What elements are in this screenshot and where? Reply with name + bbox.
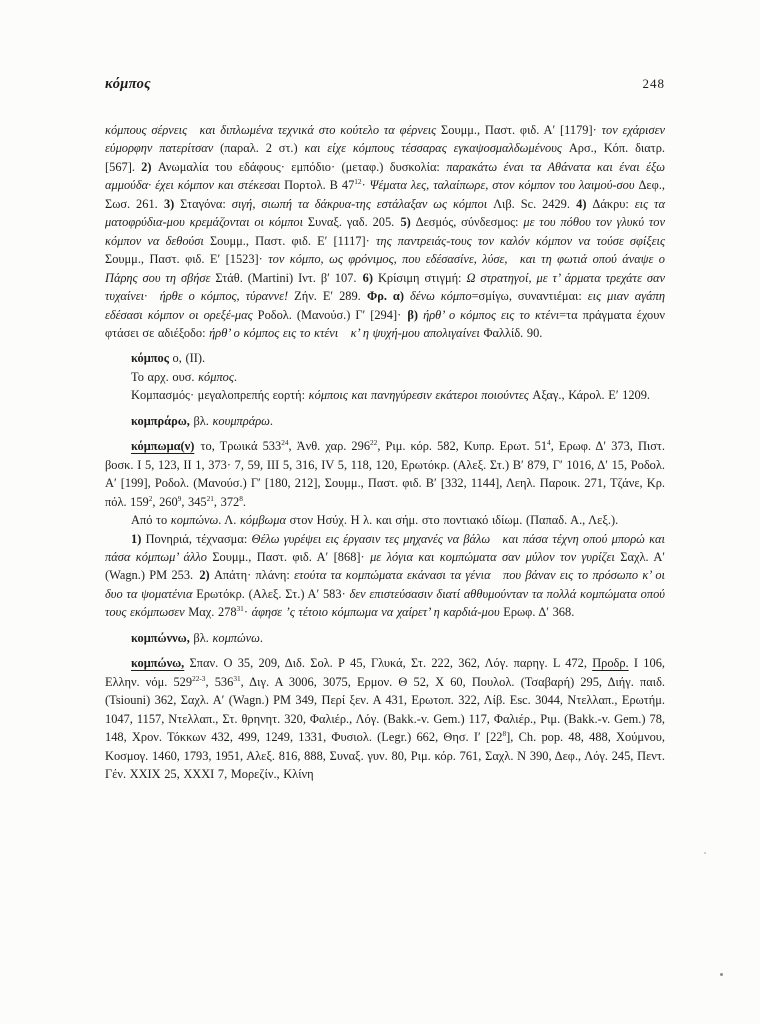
- text-segment: 4: [547, 438, 551, 448]
- text-segment: , 260: [152, 494, 178, 509]
- text-segment: κόμπος: [198, 369, 234, 384]
- paragraph-kompos-i-continuation: [105, 121, 665, 342]
- text-segment: δένω κόμπο: [409, 289, 472, 304]
- text-segment: 2): [141, 159, 158, 174]
- text-segment: τον κόμπο, ως φρόνιμος, που εδέσασίνε, λύσε, και τη φωτιά οπού άναψε ο Πάρης σου τη σβήσε: [105, 252, 665, 285]
- text-segment: 2): [199, 568, 214, 583]
- text-segment: , Ριμ. κόρ. 582, Κυπρ. Ερωτ. 51: [377, 439, 548, 454]
- text-segment: Δάκρυ:: [592, 196, 635, 211]
- text-segment: Ροδολ. (Μανούσ.) Γ′ [294]·: [257, 307, 408, 322]
- text-segment: άφησε ’ς τέτοιο κόμπωμα να χαίρετ’ η καρδιά-μου: [251, 605, 504, 620]
- scan-speck: [704, 852, 706, 854]
- text-segment: και είχε κόμπους τέσσαρας εγκαψοσμαλδωμένους: [304, 141, 569, 156]
- text-segment: κομπώννω,: [131, 630, 190, 645]
- text-segment: τον εχάρισεν εύμορφην πατερίτσαν: [105, 123, 665, 156]
- text-segment: κομπώνω,: [131, 656, 185, 671]
- text-segment: Ερωτόκρ. (Αλεξ. Στ.) Α′ 583·: [196, 586, 350, 601]
- text-segment: εις τα ματοφρύδια-μου κρεμάζονται οι κόμποι: [105, 196, 665, 230]
- text-segment: Πορτολ. Β 47: [284, 178, 355, 193]
- text-segment: Σουμμ., Παστ. φιδ. Ε′ [1117]·: [209, 233, 376, 248]
- text-segment: =τα πράγματα έχουν φτάσει σε αδιέξοδο:: [105, 307, 665, 340]
- text-segment: .: [269, 413, 273, 428]
- text-segment: I 106, Ελλην. νόμ. 529: [105, 656, 665, 689]
- text-segment: Σαχλ. Α′ (Wagn.) PM 253.: [105, 549, 665, 583]
- text-segment: Από το: [131, 513, 171, 528]
- text-segment: 24: [281, 438, 289, 448]
- text-segment: Στάθ. (Martini) Ιντ. β′ 107.: [215, 270, 363, 285]
- text-segment: Συναξ. γαδ. 205.: [307, 215, 401, 230]
- text-segment: =σμίγω, συναντιέμαι:: [471, 289, 588, 304]
- text-segment: σιγή, σιωπή τα δάκρυα-της εστάλαξαν ως κόμποι: [231, 196, 494, 211]
- running-title: κόμπος: [105, 76, 151, 92]
- paragraph-kompono-headword-refs: [105, 654, 665, 783]
- text-segment: κόμβωμα: [239, 513, 286, 528]
- text-segment: Πονηριά, τέχνασμα:: [145, 531, 252, 546]
- text-segment: . Λ.: [218, 513, 240, 528]
- text-segment: .: [259, 630, 264, 645]
- text-segment: Σουμμ., Παστ. φιδ. Ε′ [1523]·: [105, 252, 269, 267]
- text-segment: 31: [233, 673, 241, 683]
- text-segment: της παντρειάς-τους τον καλόν κόμπον να τούσε σφίξεις: [375, 233, 666, 248]
- text-segment: 9: [177, 493, 182, 503]
- text-segment: β): [407, 307, 424, 322]
- text-segment: 22: [370, 438, 378, 448]
- text-segment: 12: [354, 177, 362, 187]
- text-segment: κόμπωμα(ν): [131, 439, 195, 454]
- text-segment: ετούτα τα κομπώματα εκάνασι τα γένια που βάναν εις το πρόσωπο κ’ οι δυο τα ψοματένια: [105, 568, 665, 601]
- text-segment: στον Ησύχ. Η λ. και σήμ. στο ποντιακό ιδίωμ. (Παπαδ. Α., Λεξ.).: [285, 513, 619, 528]
- text-segment: Θέλω γυρέψει εις έργασιν τες μηχανές να βάλω και πάσα τέχνη οπού μπορώ και πάσα κόμπωμ’ άλλο: [105, 531, 665, 564]
- text-segment: .: [233, 369, 237, 384]
- text-segment: , 372: [213, 494, 240, 509]
- text-segment: Αρσ., Κόπ. διατρ. [567].: [105, 141, 665, 174]
- text-segment: 21: [206, 493, 214, 503]
- text-segment: κόμποις και πανηγύρεσιν εκάτεροι ποιούντες: [308, 388, 533, 403]
- text-segment: βλ.: [189, 630, 213, 645]
- paragraph-kompos-ii-sense: [105, 386, 665, 404]
- text-segment: 4): [576, 196, 593, 211]
- text-segment: δεν επιστεύσασιν διατί αθθυμούνταν τα πολλά κομπώματα οπού τους εκόμπωσεν: [105, 586, 665, 620]
- text-segment: 3): [163, 196, 181, 211]
- text-segment: Δεφ., Σωσ. 261.: [105, 178, 665, 211]
- text-segment: 2: [148, 493, 153, 503]
- text-segment: Λιβ. Sc. 2429.: [493, 196, 577, 211]
- paragraph-kompos-ii-etymology: [105, 368, 665, 386]
- text-segment: Δεσμός, σύνδεσμος:: [415, 215, 524, 230]
- text-segment: Φρ. α): [366, 289, 410, 304]
- text-segment: κόμπος: [131, 351, 169, 366]
- text-segment: με λόγια και κομπώματα σαν μύλον τον γυρίζει: [370, 549, 621, 564]
- text-segment: , 536: [205, 674, 234, 689]
- text-segment: κομπράρω,: [131, 413, 190, 428]
- text-segment: ήρθ’ ο κόμπος εις το κτένι κ’ η ψυχή-μου απολιγαίνει: [209, 325, 484, 340]
- text-segment: 1): [131, 531, 146, 546]
- text-segment: κομπώνω: [212, 630, 260, 645]
- text-segment: Ω στρατηγοί, με τ’ άρματα τρεχάτε σαν τυχαίνει· ήρθε ο κόμπος, τύραννε!: [105, 270, 666, 304]
- text-segment: βλ.: [189, 413, 213, 428]
- text-segment: Σουμμ., Παστ. φιδ. Α′ [1179]·: [441, 123, 602, 137]
- paragraph-kompoma-etymology: [105, 511, 665, 529]
- paragraph-kompoma-senses: [105, 530, 665, 622]
- text-segment: 8: [239, 493, 243, 503]
- text-segment: ο, (II).: [168, 351, 206, 366]
- text-segment: Ανωμαλία του εδάφους· εμπόδιο· (μεταφ.) δυσκολία:: [157, 159, 447, 174]
- text-segment: το, Τρωικά 533: [194, 439, 282, 454]
- text-segment: Μαχ. 278: [188, 605, 237, 620]
- page-number: 248: [642, 76, 665, 91]
- text-segment: 6): [362, 270, 378, 285]
- text-segment: Απάτη· πλάνη:: [213, 568, 295, 583]
- paragraph-komponno-crossref: [105, 629, 665, 647]
- text-segment: με του πόθου τον γλυκύ τον κόμπον να δεθούσι: [105, 215, 665, 248]
- text-segment: Αξαγ., Κάρολ. Ε′ 1209.: [532, 388, 651, 403]
- text-segment: 5): [400, 215, 416, 230]
- text-segment: Κομπασμός· μεγαλοπρεπής εορτή:: [131, 388, 309, 403]
- text-segment: Κρίσιμη στιγμή:: [377, 270, 467, 285]
- text-segment: (παραλ. 2 στ.): [220, 141, 305, 156]
- text-segment: , Διγ. Α 3006, 3075, Ερμον. Θ 52, Χ 60, Πουλολ. (Τσαβαρή) 295, Διήγ. παιδ. (Tsiouni) 362, Σαχλ. Α′ (Wagn.) PM 349, Περί ξεν. Α 431, Ερωτοπ. 322, Λίβ. Esc. 3044, Ντελλαπ., Ερωτήμ. 1047, 1157, Ντελλαπ., Στ. θρηνητ. 320, Φαλιέρ., Λόγ. (Bakk.-v. Gem.) 117, Φαλιέρ., Ριμ. (Bakk.-v. Gem.) 78, 148, Χρον. Τόκκων 432, 499, 1249, 1331, Φυσιολ. (Legr.) 662, Θησ. Ι′ [22: [105, 674, 666, 745]
- text-segment: .: [242, 494, 246, 509]
- text-segment: 22-3: [192, 673, 206, 683]
- text-segment: 31: [236, 604, 244, 614]
- text-segment: Φαλλίδ. 90.: [483, 325, 543, 340]
- text-segment: , 345: [181, 494, 207, 509]
- text-segment: , Ερωφ. Δ′ 373, Πιστ. βοσκ. I 5, 123, II 1, 373· 7, 59, III 5, 316, IV 5, 118, 120, Ερωτόκρ. (Αλεξ. Στ.) Β′ 879, Γ′ 1016, Δ′ 15, Ροδολ. Α′ [199], Ροδολ. (Μανούσ.) Γ′ [180, 212], Σουμμ., Παστ. φιδ. Β′ [332, 1144], Λεηλ. Παροικ. 271, Τζάνε, Κρ. πόλ. 159: [105, 439, 665, 509]
- paragraph-kompos-ii-headword: [105, 349, 665, 367]
- text-segment: ], Ch. pop. 48, 488, Χούμνου, Κοσμογ. 1460, 1793, 1951, Αλεξ. 816, 888, Συναξ. γυν. 80, Ριμ. κόρ. 761, Σαχλ. Ν 390, Δεφ., Λόγ. 245, Πεντ. Γέν. XXIX 25, XXXI 7, Μορεζίν., Κλίνη: [105, 730, 666, 781]
- dictionary-text-column: [105, 121, 665, 783]
- text-segment: , Ἀνθ. χαρ. 296: [288, 439, 371, 454]
- paragraph-kompoma-headword-refs: [105, 437, 665, 511]
- text-segment: Προδρ.: [592, 656, 629, 671]
- paragraph-kompraro-crossref: [105, 412, 665, 430]
- text-segment: κομπώνω: [170, 513, 219, 528]
- text-segment: εις μιαν αγάπη εδέσασι κόμπον οι ορεξέ-μας: [105, 289, 665, 322]
- text-segment: ήρθ’ ο κόμπος εις το κτένι: [423, 307, 560, 322]
- text-segment: Σπαν. Ο 35, 209, Διδ. Σολ. Ρ 45, Γλυκά, Στ. 222, 362, Λόγ. παρηγ. L 472,: [184, 656, 593, 671]
- text-segment: Σταγόνα:: [180, 196, 232, 211]
- text-segment: ·: [361, 178, 370, 193]
- text-segment: Ζήν. Ε′ 289.: [294, 289, 367, 304]
- text-segment: κουμπράρω: [212, 413, 270, 428]
- text-segment: 8: [502, 728, 507, 738]
- text-segment: παρακάτω έναι τα Αθάνατα και έναι έξω αμμούδα· έχει κόμπον και στέκεσαι: [105, 159, 666, 193]
- text-segment: Ερωφ. Δ′ 368.: [503, 605, 575, 620]
- text-segment: Το αρχ. ουσ.: [131, 369, 199, 384]
- page-header: [105, 76, 665, 93]
- text-segment: ·: [243, 605, 252, 620]
- text-segment: Σουμμ., Παστ. φιδ. Α′ [868]·: [212, 549, 371, 564]
- text-segment: Ψέματα λες, ταλαίπωρε, στον κόμπον του λαιμού-σου: [369, 178, 639, 193]
- scan-speck: [720, 973, 723, 976]
- text-segment: κόμπους σέρνεις και διπλωμένα τεχνικά στο κούτελο τα φέρνεις: [105, 123, 442, 137]
